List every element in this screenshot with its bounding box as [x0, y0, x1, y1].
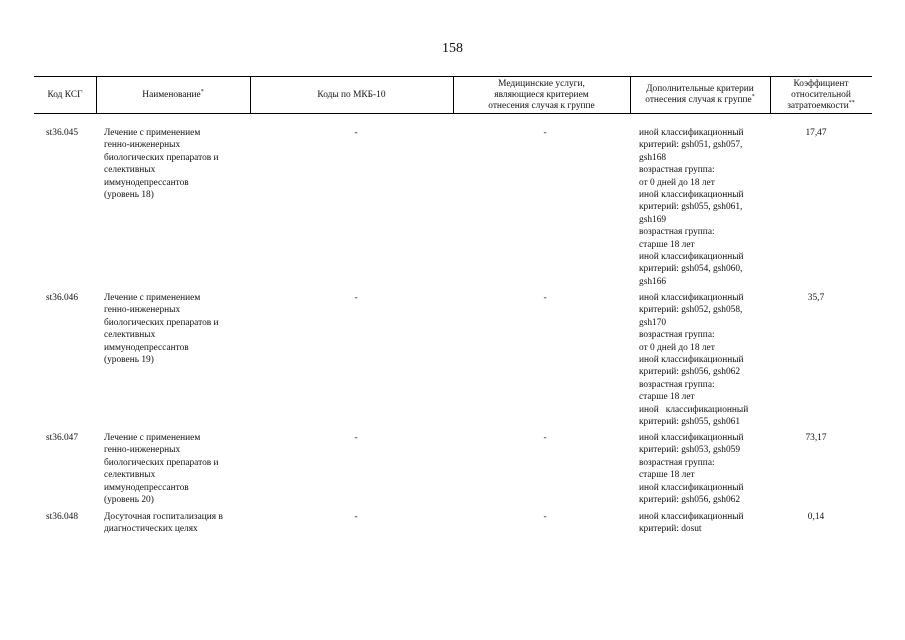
cost-coefficient: 35,7 — [807, 293, 825, 303]
ksg-name: Лечение с применением генно-инженерных биологических препаратов и селективных иммунодепрессантов (уровень 20) — [104, 433, 219, 506]
additional-criteria: иной классификационный критерий: gsh053, gsh059 возрастная группа: старше 18 лет иной классификационный критерий: gsh056, gsh062 — [639, 433, 744, 506]
ksg-name: Досуточная госпитализация в диагностических целях — [104, 512, 223, 535]
additional-criteria: иной классификационный критерий: gsh052, gsh058, gsh170 возрастная группа: от 0 дней до 18 лет иной классификационный критерий: gsh056, gsh062 возрастная группа: старше 18 лет иной классификационный критерий: gsh055, gsh061 — [639, 293, 749, 428]
ksg-name: Лечение с применением генно-инженерных биологических препаратов и селективных иммунодепрессантов (уровень 19) — [104, 293, 219, 366]
header-criteria: Дополнительные критерии отнесения случая к группе* — [645, 84, 755, 105]
cost-coefficient: 73,17 — [805, 433, 827, 443]
header-services: Медицинские услуги, являющиеся критерием отнесения случая к группе — [488, 78, 595, 111]
medical-services: - — [543, 128, 547, 138]
medical-services: - — [543, 433, 547, 443]
ksg-code: st36.048 — [46, 512, 79, 522]
ksg-name: Лечение с применением генно-инженерных биологических препаратов и селективных иммунодепрессантов (уровень 18) — [104, 128, 219, 201]
ksg-code: st36.047 — [46, 433, 79, 443]
page-number: 158 — [442, 41, 463, 56]
ksg-code: st36.045 — [46, 128, 79, 138]
header-coef: Коэффициент относительной затратоемкости** — [787, 78, 855, 111]
header-name: Наименование* — [142, 88, 204, 100]
header-bottom-rule — [34, 113, 872, 114]
medical-services: - — [543, 293, 547, 303]
additional-criteria: иной классификационный критерий: dosut — [639, 512, 744, 535]
header-mkb: Коды по МКБ-10 — [317, 89, 386, 100]
mkb-codes: - — [354, 293, 358, 303]
mkb-codes: - — [354, 128, 358, 138]
cost-coefficient: 0,14 — [807, 512, 825, 522]
mkb-codes: - — [354, 512, 358, 522]
cost-coefficient: 17,47 — [805, 128, 827, 138]
mkb-codes: - — [354, 433, 358, 443]
ksg-code: st36.046 — [46, 293, 79, 303]
header-code: Код КСГ — [47, 89, 83, 100]
medical-services: - — [543, 512, 547, 522]
additional-criteria: иной классификационный критерий: gsh051, gsh057, gsh168 возрастная группа: от 0 дней до 18 лет иной классификационный критерий: gsh055, gsh061, gsh169 возрастная группа: старше 18 лет иной классификационный критерий: gsh054, gsh060, gsh166 — [639, 128, 744, 287]
